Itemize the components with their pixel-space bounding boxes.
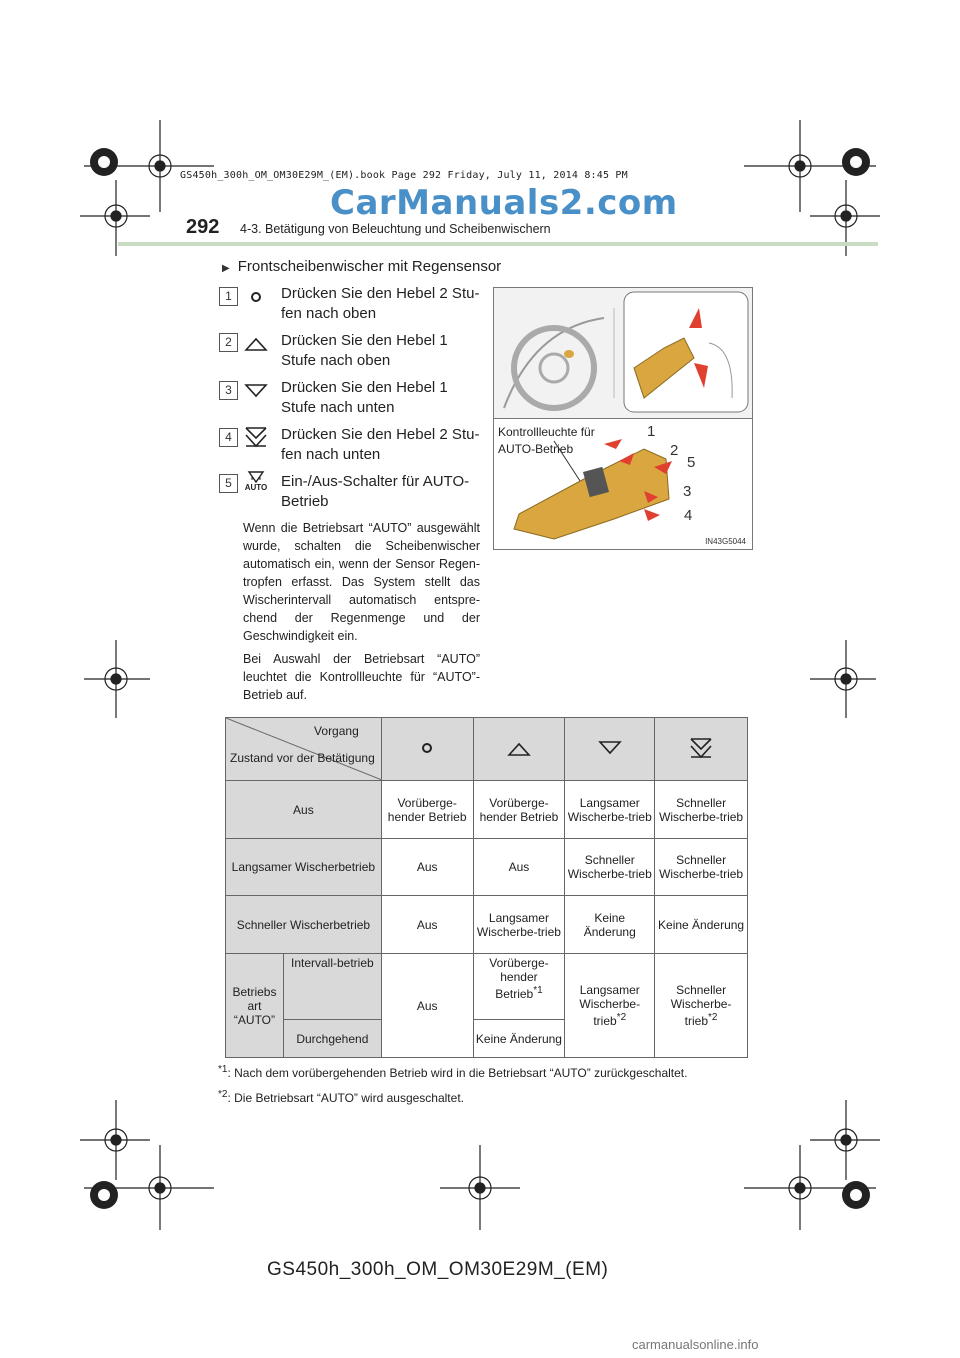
table-cell: Aus (473, 839, 565, 896)
table-cell (655, 954, 748, 1058)
table-cell (473, 954, 565, 1020)
footnote-mark: *1 (218, 1064, 228, 1075)
operation-text: Drücken Sie den Hebel 2 Stu-fen nach unten (281, 426, 480, 463)
description-paragraph: Bei Auswahl der Betriebsart “AUTO” leuchtet die Kontrollleuchte für “AUTO”-Betrieb auf. (243, 652, 480, 702)
row-sublabel: Intervall-betrieb (283, 954, 381, 1020)
footnote (218, 1089, 464, 1105)
section-heading-text: Frontscheibenwischer mit Regensensor (237, 258, 502, 275)
operation-number: 5 (219, 474, 238, 493)
auto-icon-label: AUTO (244, 483, 268, 492)
table-cell: Vorüberge-hender Betrieb (381, 781, 473, 839)
watermark: CarManuals2.com (330, 183, 678, 223)
wiper-down-icon (244, 379, 268, 403)
print-line: GS450h_300h_OM_OM30E29M_(EM).book Page 292 Friday, July 11, 2014 8:45 PM (180, 170, 628, 181)
operation-number: 4 (219, 428, 238, 447)
table-row (226, 839, 748, 896)
column-icon-cell (565, 718, 655, 781)
wiper-down-icon (598, 738, 622, 758)
table-row (226, 954, 748, 1020)
cockpit-drawing (494, 288, 752, 418)
table-cell: Langsamer Wischerbe-trieb (473, 896, 565, 954)
cell-text: Schneller Wischerbe-trieb (670, 983, 732, 1028)
table-cell: Aus (381, 954, 473, 1058)
footer-site: carmanualsonline.info (632, 1337, 759, 1352)
operation-table (225, 717, 748, 1058)
lever-drawing (494, 419, 752, 549)
column-icon-cell (655, 718, 748, 781)
footnote-mark: *2 (616, 1012, 627, 1023)
footnote-text: : Die Betriebsart “AUTO” wird ausgeschaltet. (227, 1091, 464, 1105)
table-row (226, 896, 748, 954)
footnote-mark: *2 (708, 1012, 718, 1023)
row-label: Schneller Wischerbetrieb (226, 896, 382, 954)
triangle-bullet-icon: ▶ (222, 263, 230, 274)
wiper-up-icon (507, 738, 531, 758)
column-icon-cell (381, 718, 473, 781)
footnote-mark: *1 (533, 985, 543, 996)
operation-text: Drücken Sie den Hebel 1 Stufe nach unten (281, 379, 448, 416)
description-paragraph: Wenn die Betriebsart “AUTO” ausgewählt wurde, schalten die Scheibenwischer automatisch ein, wenn der Sensor Regen-tropfen erfasst. Das System stellt das Wischerintervall automatisch entspre-chend der Regenmenge und der Geschwindigkeit ein. (243, 521, 480, 643)
table-cell: Keine Änderung (565, 896, 655, 954)
manual-code: GS450h_300h_OM_OM30E29M_(EM) (267, 1259, 609, 1280)
operation-text: Ein-/Aus-Schalter für AUTO-Betrieb (281, 473, 470, 510)
header-rule (118, 242, 878, 246)
lever-illustration (493, 287, 753, 550)
indicator-label: Kontrollleuchte für AUTO-Betrieb (498, 425, 595, 456)
wiper-up-icon (244, 331, 268, 355)
operation-text: Drücken Sie den Hebel 1 Stufe nach oben (281, 332, 448, 369)
operation-number: 1 (219, 287, 238, 306)
chapter-title: 4-3. Betätigung von Beleuchtung und Scheibenwischern (240, 222, 551, 236)
row-label: Aus (226, 781, 382, 839)
footnote-text: : Nach dem vorübergehenden Betrieb wird in die Betriebsart “AUTO” zurückgeschaltet. (227, 1066, 688, 1080)
cell-text: Langsamer Wischerbe-trieb (579, 983, 641, 1028)
wiper-double-down-icon (244, 425, 268, 449)
operation-number: 3 (219, 381, 238, 400)
figure-number: 3 (683, 483, 692, 500)
single-circle-icon (417, 738, 437, 758)
page-number: 292 (186, 216, 220, 238)
table-cell: Vorüberge-hender Betrieb (473, 781, 565, 839)
table-cell: Aus (381, 839, 473, 896)
table-cell: Schneller Wischerbe-trieb (655, 839, 748, 896)
cockpit-illustration (494, 288, 752, 419)
figure-code: IN43G5044 (705, 537, 746, 546)
table-cell: Schneller Wischerbe-trieb (565, 839, 655, 896)
table-cell: Schneller Wischerbe-trieb (655, 781, 748, 839)
row-label: Langsamer Wischerbetrieb (226, 839, 382, 896)
figure-number: 1 (647, 423, 656, 440)
operation-number: 2 (219, 333, 238, 352)
table-corner-cell (226, 718, 382, 781)
cell-text: Vorüberge-hender Betrieb (489, 956, 549, 1001)
auto-group-label: Betriebs art “AUTO” (226, 954, 284, 1058)
footnote (218, 1064, 687, 1080)
table-header-row (226, 718, 748, 781)
row-sublabel: Durchgehend (283, 1020, 381, 1058)
column-icon-cell (473, 718, 565, 781)
table-cell: Langsamer Wischerbe-trieb (565, 781, 655, 839)
table-cell: Aus (381, 896, 473, 954)
table-row (226, 781, 748, 839)
table-cell: Keine Änderung (473, 1020, 565, 1058)
table-cell: Keine Änderung (655, 896, 748, 954)
section-heading (222, 258, 501, 275)
figure-number: 2 (670, 442, 679, 459)
figure-number: 5 (687, 454, 696, 471)
table-header-top: Vorgang (314, 724, 359, 738)
table-header-bottom: Zustand vor der Betätigung (230, 751, 375, 765)
wiper-double-down-icon (689, 736, 713, 760)
single-circle-icon (244, 285, 268, 309)
footnote-mark: *2 (218, 1089, 228, 1100)
table-cell (565, 954, 655, 1058)
figure-number: 4 (684, 507, 693, 524)
operation-text: Drücken Sie den Hebel 2 Stu-fen nach oben (281, 285, 480, 322)
